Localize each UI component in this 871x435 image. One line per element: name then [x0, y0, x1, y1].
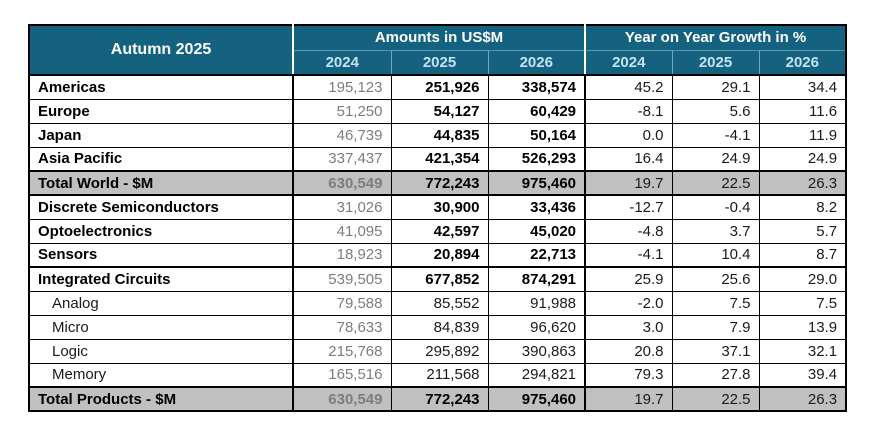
- amount-2025-value: 211,568: [391, 363, 488, 387]
- table-row: [29, 339, 846, 363]
- amount-2024-value: 215,768: [293, 339, 391, 363]
- growth-2025-value: 29.1: [672, 75, 759, 99]
- row-label: Japan: [29, 123, 293, 147]
- amount-2026-value: 60,429: [488, 99, 585, 123]
- amount-2024-value: 539,505: [293, 267, 391, 291]
- growth-2024-value: 19.7: [585, 387, 672, 411]
- amount-2026-value: 390,863: [488, 339, 585, 363]
- amount-2024-value: 31,026: [293, 195, 391, 219]
- row-label: Analog: [29, 291, 293, 315]
- growth-2026-value: 29.0: [759, 267, 846, 291]
- amount-2024-value: 337,437: [293, 147, 391, 171]
- amount-2024-value: 78,633: [293, 315, 391, 339]
- amount-2025-value: 677,852: [391, 267, 488, 291]
- amount-2024-value: 195,123: [293, 75, 391, 99]
- amount-2024-value: 46,739: [293, 123, 391, 147]
- semiconductor-forecast-table: [28, 24, 847, 412]
- table-row: [29, 147, 846, 171]
- amount-2025-value: 42,597: [391, 219, 488, 243]
- table-row: [29, 99, 846, 123]
- row-label: Discrete Semiconductors: [29, 195, 293, 219]
- amount-2025-value: 251,926: [391, 75, 488, 99]
- growth-2026-value: 39.4: [759, 363, 846, 387]
- amount-2024-value: 630,549: [293, 387, 391, 411]
- amount-2025-value: 772,243: [391, 171, 488, 195]
- growth-2026-value: 8.7: [759, 243, 846, 267]
- row-label: Integrated Circuits: [29, 267, 293, 291]
- row-label: Micro: [29, 315, 293, 339]
- growth-2025-value: 25.6: [672, 267, 759, 291]
- amount-2026-value: 50,164: [488, 123, 585, 147]
- growth-2024-value: -8.1: [585, 99, 672, 123]
- growth-2024-value: -12.7: [585, 195, 672, 219]
- growth-2025-value: 5.6: [672, 99, 759, 123]
- growth-2026-value: 7.5: [759, 291, 846, 315]
- amount-2024-value: 630,549: [293, 171, 391, 195]
- table-row: [29, 123, 846, 147]
- amount-2025-value: 84,839: [391, 315, 488, 339]
- table-header: [29, 25, 846, 75]
- table-row: [29, 387, 846, 411]
- growth-2026-value: 11.6: [759, 99, 846, 123]
- growth-2026-value: 8.2: [759, 195, 846, 219]
- amount-2024-value: 18,923: [293, 243, 391, 267]
- row-label: Sensors: [29, 243, 293, 267]
- amounts-year-2026-header: 2026: [488, 50, 585, 75]
- growth-2025-value: 7.5: [672, 291, 759, 315]
- growth-2024-value: 19.7: [585, 171, 672, 195]
- growth-2024-value: 25.9: [585, 267, 672, 291]
- growth-year-2025-header: 2025: [672, 50, 759, 75]
- amount-2026-value: 96,620: [488, 315, 585, 339]
- growth-2026-value: 26.3: [759, 387, 846, 411]
- growth-2024-value: 0.0: [585, 123, 672, 147]
- amounts-year-2024-header: 2024: [293, 50, 391, 75]
- growth-year-2026-header: 2026: [759, 50, 846, 75]
- growth-2026-value: 13.9: [759, 315, 846, 339]
- amounts-year-2025-header: 2025: [391, 50, 488, 75]
- row-label: Total World - $M: [29, 171, 293, 195]
- amount-2024-value: 41,095: [293, 219, 391, 243]
- amount-2024-value: 79,588: [293, 291, 391, 315]
- amount-2025-value: 85,552: [391, 291, 488, 315]
- row-label: Memory: [29, 363, 293, 387]
- table-row: [29, 171, 846, 195]
- amount-2024-value: 165,516: [293, 363, 391, 387]
- amount-2026-value: 975,460: [488, 387, 585, 411]
- growth-2025-value: 22.5: [672, 171, 759, 195]
- growth-2024-value: 3.0: [585, 315, 672, 339]
- growth-group-header: Year on Year Growth in %: [585, 25, 846, 50]
- table-row: [29, 267, 846, 291]
- growth-2026-value: 5.7: [759, 219, 846, 243]
- growth-2026-value: 26.3: [759, 171, 846, 195]
- table-row: [29, 75, 846, 99]
- amount-2025-value: 421,354: [391, 147, 488, 171]
- row-label: Americas: [29, 75, 293, 99]
- amount-2024-value: 51,250: [293, 99, 391, 123]
- growth-2024-value: 45.2: [585, 75, 672, 99]
- table-row: [29, 219, 846, 243]
- growth-2025-value: 7.9: [672, 315, 759, 339]
- growth-2026-value: 34.4: [759, 75, 846, 99]
- growth-2026-value: 24.9: [759, 147, 846, 171]
- growth-2025-value: 10.4: [672, 243, 759, 267]
- growth-2024-value: -4.8: [585, 219, 672, 243]
- row-label: Asia Pacific: [29, 147, 293, 171]
- amount-2025-value: 20,894: [391, 243, 488, 267]
- growth-2024-value: 16.4: [585, 147, 672, 171]
- amount-2026-value: 45,020: [488, 219, 585, 243]
- table-row: [29, 363, 846, 387]
- growth-2024-value: -4.1: [585, 243, 672, 267]
- growth-2025-value: 24.9: [672, 147, 759, 171]
- growth-2025-value: -4.1: [672, 123, 759, 147]
- amount-2025-value: 772,243: [391, 387, 488, 411]
- amount-2026-value: 975,460: [488, 171, 585, 195]
- amount-2025-value: 44,835: [391, 123, 488, 147]
- amount-2025-value: 30,900: [391, 195, 488, 219]
- table-row: [29, 243, 846, 267]
- table-row: [29, 291, 846, 315]
- growth-2024-value: -2.0: [585, 291, 672, 315]
- row-label: Optoelectronics: [29, 219, 293, 243]
- growth-2025-value: -0.4: [672, 195, 759, 219]
- amount-2026-value: 91,988: [488, 291, 585, 315]
- growth-2025-value: 27.8: [672, 363, 759, 387]
- growth-year-2024-header: 2024: [585, 50, 672, 75]
- amount-2025-value: 295,892: [391, 339, 488, 363]
- amount-2026-value: 294,821: [488, 363, 585, 387]
- growth-2024-value: 20.8: [585, 339, 672, 363]
- row-label: Europe: [29, 99, 293, 123]
- row-label: Total Products - $M: [29, 387, 293, 411]
- table-row: [29, 195, 846, 219]
- amount-2026-value: 338,574: [488, 75, 585, 99]
- amount-2026-value: 526,293: [488, 147, 585, 171]
- amount-2025-value: 54,127: [391, 99, 488, 123]
- growth-2026-value: 11.9: [759, 123, 846, 147]
- row-label: Logic: [29, 339, 293, 363]
- table-body: [29, 75, 846, 411]
- growth-2025-value: 37.1: [672, 339, 759, 363]
- growth-2025-value: 3.7: [672, 219, 759, 243]
- growth-2024-value: 79.3: [585, 363, 672, 387]
- amounts-group-header: Amounts in US$M: [293, 25, 585, 50]
- table-title: Autumn 2025: [29, 25, 293, 75]
- growth-2025-value: 22.5: [672, 387, 759, 411]
- forecast-table-container: [28, 24, 847, 412]
- table-row: [29, 315, 846, 339]
- amount-2026-value: 33,436: [488, 195, 585, 219]
- growth-2026-value: 32.1: [759, 339, 846, 363]
- group-header-row: [29, 25, 846, 50]
- amount-2026-value: 874,291: [488, 267, 585, 291]
- amount-2026-value: 22,713: [488, 243, 585, 267]
